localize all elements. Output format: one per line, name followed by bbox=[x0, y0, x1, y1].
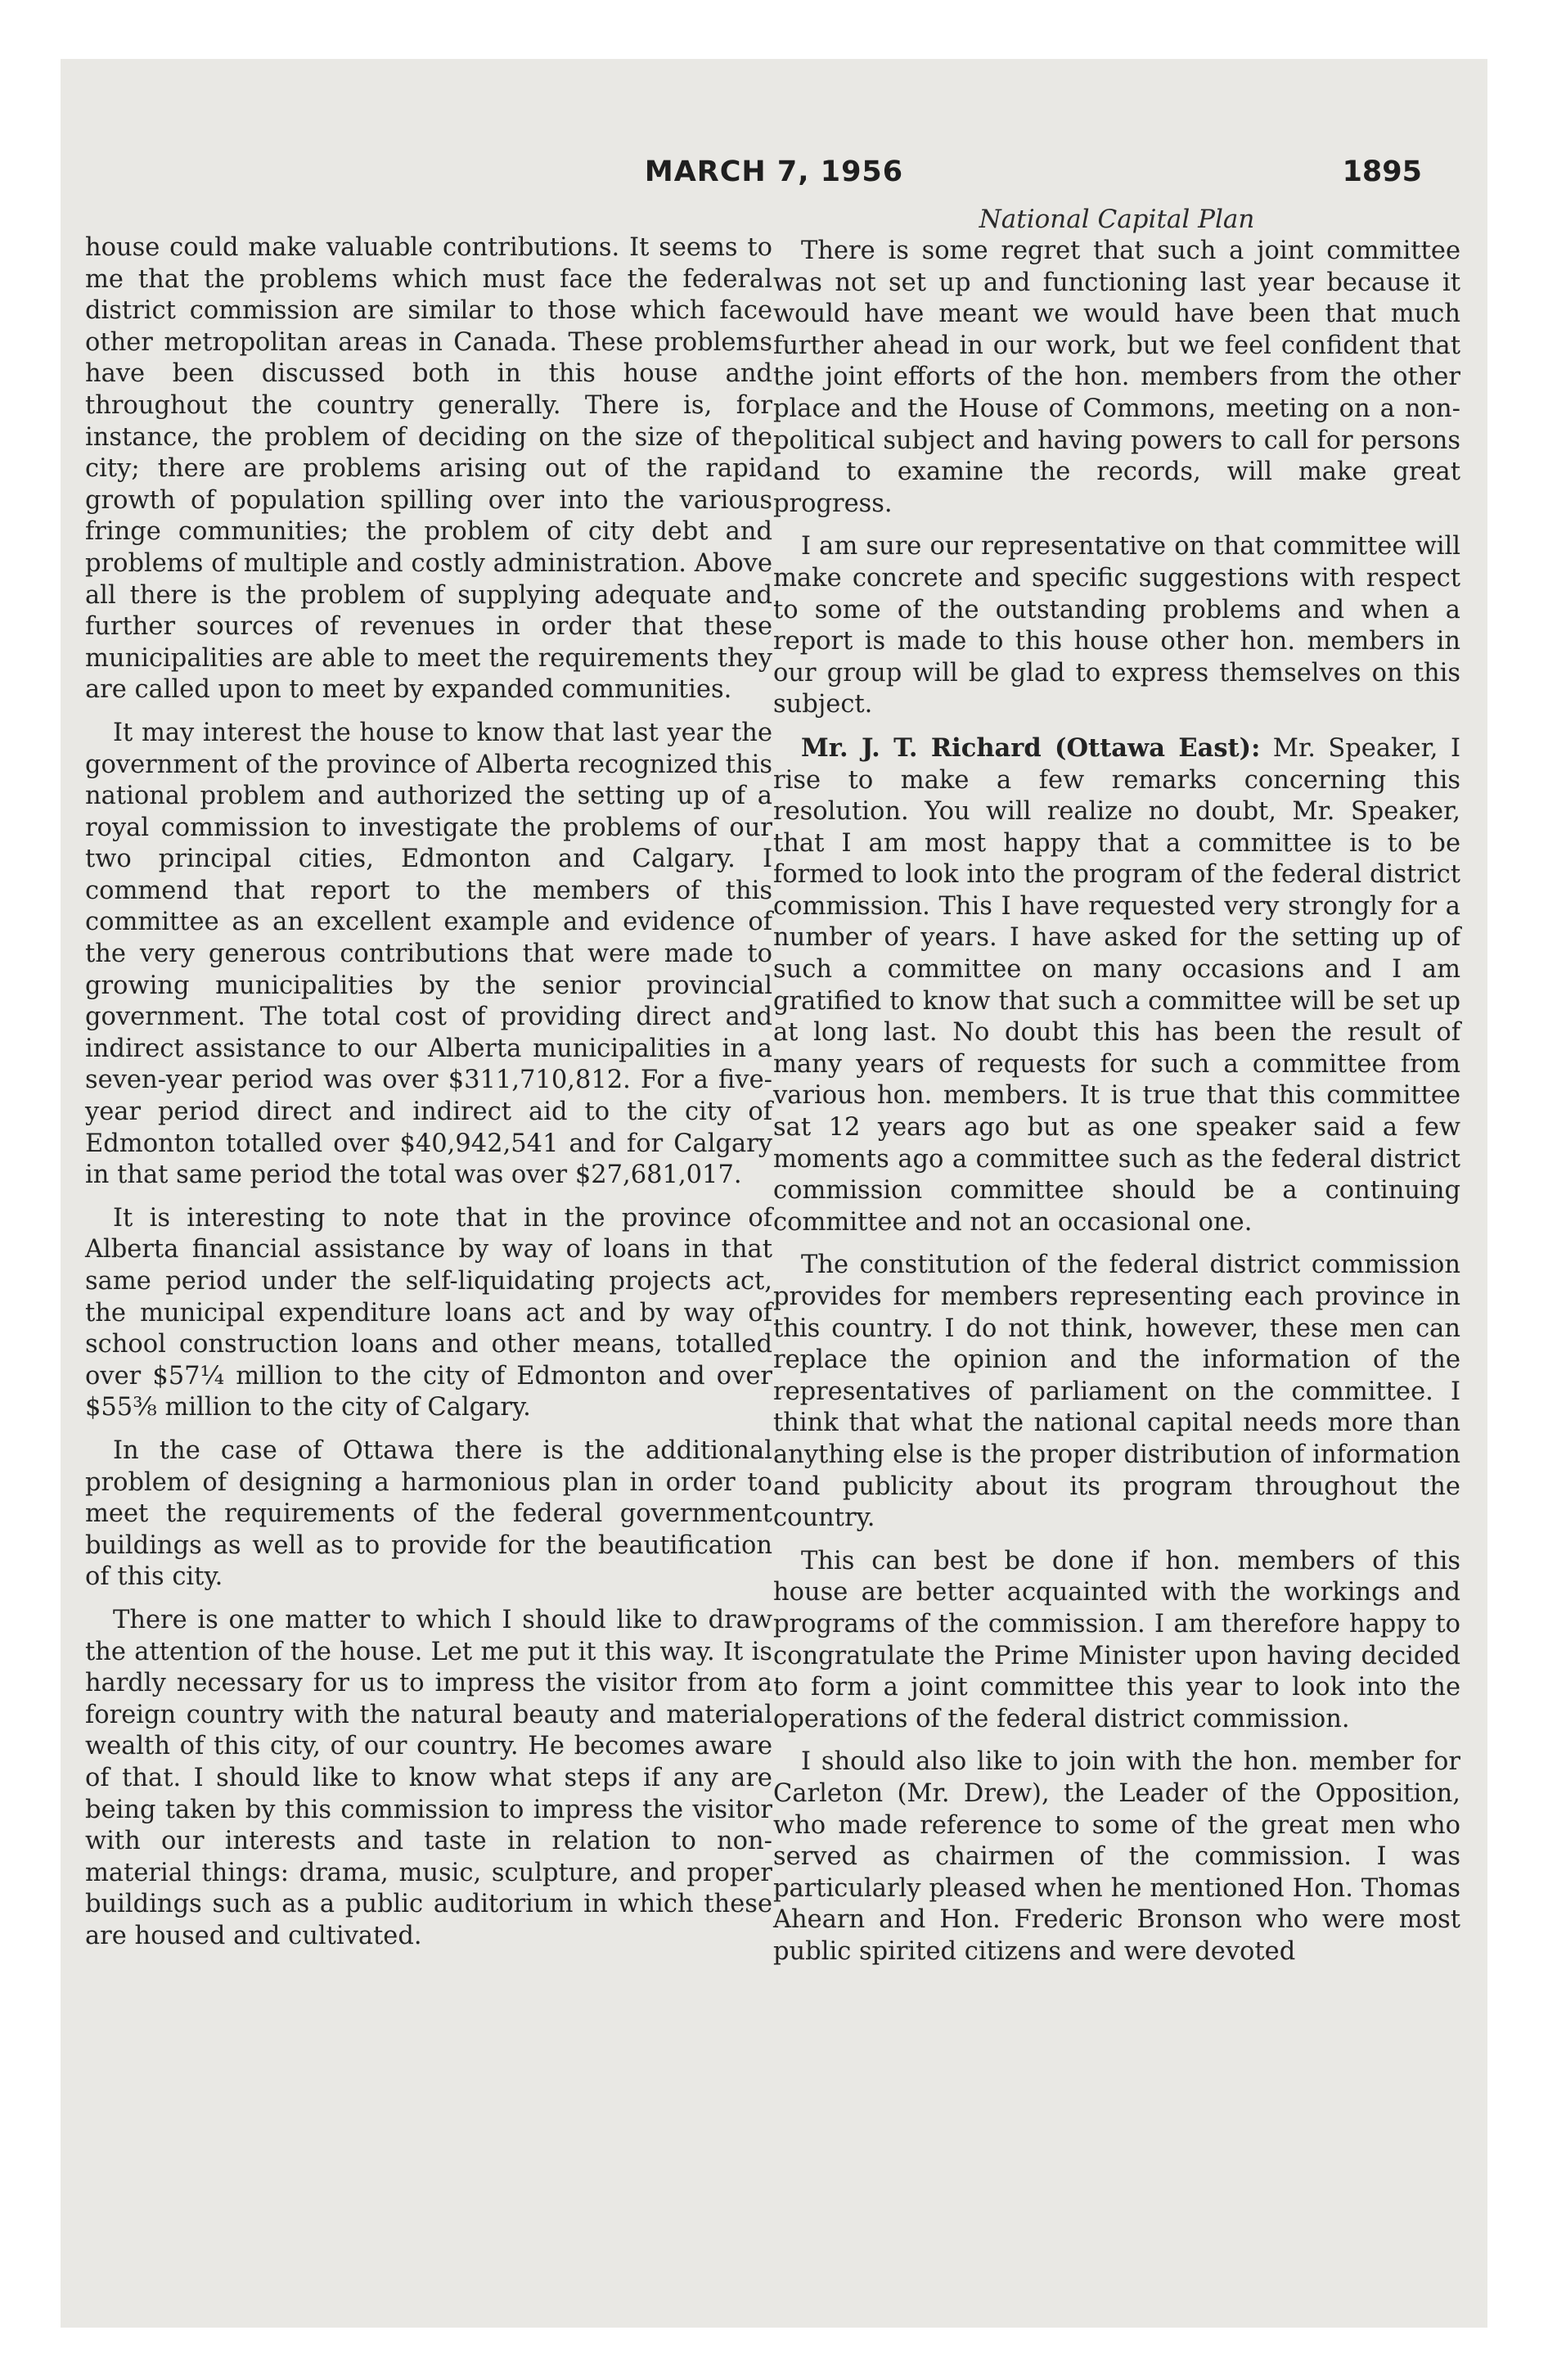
paragraph: I should also like to join with the hon. member for Carleton (Mr. Drew), the Leader of the Opposition, who made reference to some of the great men who served as chairmen of the commission. I was particularly pleased when he mentioned Hon. Thomas Ahearn and Hon. Frederic Bronson who were most public spirited citizens and were devoted bbox=[773, 1747, 1460, 1966]
paragraph: This can best be done if hon. members of this house are better acquainted with the workings and programs of the commission. I am therefore happy to congratulate the Prime Minister upon having decided to form a joint committee this year to look into the operations of the federal district commission. bbox=[773, 1546, 1460, 1733]
speaker-paragraph bbox=[773, 732, 1460, 1239]
paragraph: house could make valuable contributions. It seems to me that the problems which must face the federal district commission are similar to those which face other metropolitan areas in Canada. These problems have been discussed both in this house and throughout the country generally. There is, for instance, the problem of deciding on the size of the city; there are problems arising out of the rapid growth of population spilling over into the various fringe communities; the problem of city debt and problems of multiple and costly administration. Above all there is the problem of supplying adequate and further sources of revenues in order that these municipalities are able to meet the requirements they are called upon to meet by expanded communities. bbox=[85, 233, 772, 705]
paragraph: There is some regret that such a joint committee was not set up and functioning last year because it would have meant we would have been that much further ahead in our work, but we feel confident that the joint efforts of the hon. members from the other place and the House of Commons, meeting on a non-political subject and having powers to call for persons and to examine the records, will make great progress. bbox=[773, 237, 1460, 518]
paragraph: In the case of Ottawa there is the additional problem of designing a harmonious plan in order to meet the requirements of the federal government buildings as well as to provide for the beautification of this city. bbox=[85, 1436, 772, 1592]
paragraph: It is interesting to note that in the province of Alberta financial assistance by way of loans in that same period under the self-liquidating projects act, the municipal expenditure loans act and by way of school construction loans and other means, totalled over $57¼ million to the city of Edmonton and over $55⅜ million to the city of Calgary. bbox=[85, 1203, 772, 1422]
header-date: MARCH 7, 1956 bbox=[644, 156, 904, 188]
paragraph: There is one matter to which I should like to draw the attention of the house. Let me put it this way. It is hardly necessary for us to impress the visitor from a foreign country with the natural beauty and material wealth of this city, of our country. He becomes aware of that. I should like to know what steps if any are being taken by this commission to impress the visitor with our interests and taste in relation to non-material things: drama, music, sculpture, and proper buildings such as a public auditorium in which these are housed and cultivated. bbox=[85, 1605, 772, 1950]
speaker-name: Mr. J. T. Richard (Ottawa East): bbox=[801, 732, 1261, 763]
right-column bbox=[773, 203, 1460, 1979]
paragraph: It may interest the house to know that last year the government of the province of Alberta recognized this national problem and authorized the setting up of a royal commission to investigate the problems of our two principal cities, Edmonton and Calgary. I commend that report to the members of this committee as an excellent example and evidence of the very generous contributions that were made to growing municipalities by the senior provincial government. The total cost of providing direct and indirect assistance to our Alberta municipalities in a seven-year period was over $311,710,812. For a five-year period direct and indirect aid to the city of Edmonton totalled over $40,942,541 and for Calgary in that same period the total was over $27,681,017. bbox=[85, 718, 772, 1190]
speaker-text: Mr. Speaker, I rise to make a few remarks concerning this resolution. You will realize no doubt, Mr. Speaker, that I am most happy that a committee is to be formed to look into the program of the federal district commission. This I have requested very strongly for a number of years. I have asked for the setting up of such a committee on many occasions and I am gratified to know that such a committee will be set up at long last. No doubt this has been the result of many years of requests for such a committee from various hon. members. It is true that this committee sat 12 years ago but as one speaker said a few moments ago a committee such as the federal district commission committee should be a continuing committee and not an occasional one. bbox=[773, 733, 1460, 1237]
document-page bbox=[61, 59, 1487, 2328]
page-header bbox=[61, 156, 1487, 205]
left-column bbox=[85, 232, 772, 1963]
paragraph: The constitution of the federal district commission provides for members representing each province in this country. I do not think, however, these men can replace the opinion and the information of the representatives of parliament on the committee. I think that what the national capital needs more than anything else is the proper distribution of information and publicity about its program throughout the country. bbox=[773, 1251, 1460, 1533]
page-number: 1895 bbox=[1342, 156, 1422, 188]
section-subheader: National Capital Plan bbox=[979, 205, 1255, 234]
paragraph: I am sure our representative on that committee will make concrete and specific suggestions with respect to some of the outstanding problems and when a report is made to this house other hon. members in our group will be glad to express themselves on this subject. bbox=[773, 532, 1460, 719]
